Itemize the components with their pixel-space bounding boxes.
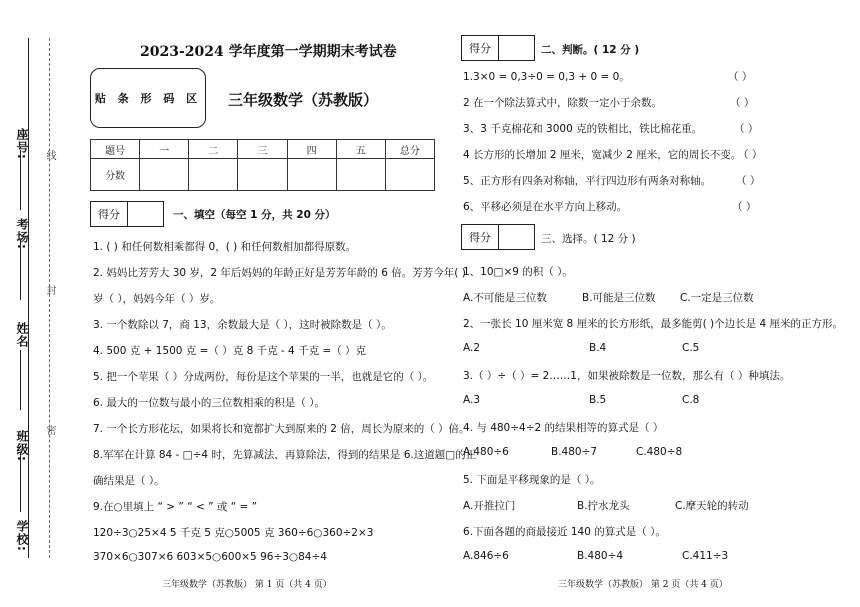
choice-option-4a[interactable]: A.480÷6 — [463, 446, 509, 458]
section2-score-box — [461, 35, 535, 61]
score-box-entry[interactable] — [128, 202, 163, 226]
choice-option-4c[interactable]: C.480÷8 — [636, 446, 683, 458]
exam-subtitle: 三年级数学（苏教版） — [228, 91, 379, 109]
exam-room-label: 考场: — [15, 218, 29, 250]
section1-title: 一、填空（每空 1 分，共 20 分） — [173, 209, 336, 221]
judge-answer-5[interactable]: （ ） — [736, 175, 761, 187]
page-1-footer: 三年级数学（苏教版） 第 1 页（共 4 页） — [162, 580, 332, 590]
judge-answer-2[interactable]: （ ） — [730, 97, 755, 109]
fill-question-8: 8.军军在计算 84 - □÷4 时，先算减法，再算除法，得到的结果是 6.这道题□的正 — [93, 449, 477, 461]
score-box-label: 得分 — [91, 202, 128, 226]
score-table-cell: 一 — [140, 140, 189, 159]
school-label: 学校: — [15, 520, 29, 552]
fill-question-5: 5. 把一个苹果（ ）分成两份，每份是这个苹果的一半，也就是它的（ ）。 — [93, 371, 434, 383]
fill-question-2-cont: 岁（ ），妈妈今年（ ）岁。 — [93, 293, 221, 305]
choice-question-1: 1、10□×9 的积（ ）。 — [463, 266, 573, 278]
compare-row-2: 370×6○307×6 603×5○600×5 96÷3○84÷4 — [93, 551, 327, 563]
score-table-header-row — [91, 140, 435, 159]
choice-question-2: 2、一张长 10 厘米宽 8 厘米的长方形纸，最多能剪( )个边长是 4 厘米的正方形。 — [463, 318, 843, 330]
score-entry-cell[interactable] — [189, 159, 238, 191]
seal-mark-line: 线 — [44, 150, 55, 160]
fill-question-9: 9.在○里填上 “ > ” “ < ” 或 “ = ” — [93, 501, 258, 513]
choice-option-6a[interactable]: A.846÷6 — [463, 550, 509, 562]
section2-title: 二、判断。( 12 分 ) — [541, 44, 640, 56]
fill-question-2: 2. 妈妈比芳芳大 30 岁，2 年后妈妈的年龄正好是芳芳年龄的 6 倍。芳芳今年( ) — [93, 267, 466, 279]
score-entry-cell[interactable] — [287, 159, 336, 191]
choice-option-3a[interactable]: A.3 — [463, 394, 481, 406]
score-table-cell: 三 — [238, 140, 287, 159]
score-table-cell: 分数 — [91, 159, 140, 191]
judge-question-5: 5、正方形有四条对称轴，平行四边形有两条对称轴。 — [463, 175, 712, 187]
fill-question-7: 7. 一个长方形花坛，如果将长和宽都扩大到原来的 2 倍，周长为原来的（ ）倍。 — [93, 423, 470, 435]
seal-mark-secret: 密 — [44, 425, 55, 435]
class-field[interactable] — [20, 452, 21, 512]
score-table-cell: 总分 — [385, 140, 434, 159]
score-table-cell: 四 — [287, 140, 336, 159]
score-box-entry[interactable] — [499, 225, 534, 249]
section3-score-box — [461, 224, 535, 250]
score-entry-cell[interactable] — [385, 159, 434, 191]
score-table-cell: 二 — [189, 140, 238, 159]
choice-question-3: 3.（ ）÷（ ）= 2……1，如果被除数是一位数，那么有（ ）种填法。 — [463, 370, 791, 382]
name-label: 姓名 — [15, 322, 29, 348]
choice-question-5: 5. 下面是平移现象的是（ ）。 — [463, 474, 601, 486]
seal-dashed-line — [49, 38, 50, 558]
name-field[interactable] — [20, 350, 21, 410]
class-label: 班级: — [15, 430, 29, 462]
judge-question-1: 1.3×0 = 0,3÷0 = 0,3 + 0 = 0。 — [463, 71, 630, 83]
score-box-label: 得分 — [462, 36, 499, 60]
judge-answer-6[interactable]: （ ） — [732, 201, 757, 213]
score-summary-table — [90, 139, 435, 191]
score-entry-cell[interactable] — [140, 159, 189, 191]
exam-room-field[interactable] — [20, 240, 21, 300]
judge-answer-3[interactable]: （ ） — [734, 123, 759, 135]
choice-question-4: 4. 与 480÷4÷2 的结果相等的算式是（ ） — [463, 422, 664, 434]
page-2-footer: 三年级数学（苏教版） 第 2 页（共 4 页） — [558, 580, 728, 590]
choice-option-2b[interactable]: B.4 — [589, 342, 607, 354]
judge-answer-4[interactable]: （ ） — [738, 149, 763, 161]
section1-score-box — [90, 201, 164, 227]
score-table-cell: 五 — [336, 140, 385, 159]
choice-option-3c[interactable]: C.8 — [682, 394, 700, 406]
seat-number-label: 座号: — [15, 128, 29, 160]
exam-title: 2023-2024 学年度第一学期期末考试卷 — [140, 44, 397, 60]
choice-option-1a[interactable]: A.不可能是三位数 — [463, 292, 547, 304]
score-table-score-row — [91, 159, 435, 191]
score-box-entry[interactable] — [499, 36, 534, 60]
choice-option-5b[interactable]: B.拧水龙头 — [577, 500, 630, 512]
binding-line — [28, 38, 29, 558]
fill-question-1: 1. ( ) 和任何数相乘都得 0，( ) 和任何数相加都得原数。 — [93, 241, 357, 253]
fill-question-6: 6. 最大的一位数与最小的三位数相乘的积是（ ）。 — [93, 397, 325, 409]
choice-option-2a[interactable]: A.2 — [463, 342, 481, 354]
judge-question-6: 6、平移必须是在水平方向上移动。 — [463, 201, 628, 213]
barcode-area — [90, 68, 206, 128]
choice-option-6b[interactable]: B.480÷4 — [577, 550, 624, 562]
choice-option-4b[interactable]: B.480÷7 — [551, 446, 598, 458]
choice-option-5c[interactable]: C.摩天轮的转动 — [675, 500, 749, 512]
judge-answer-1[interactable]: （ ） — [728, 71, 753, 83]
choice-option-6c[interactable]: C.411÷3 — [682, 550, 729, 562]
barcode-label: 贴 条 形 码 区 — [94, 92, 202, 105]
choice-option-3b[interactable]: B.5 — [589, 394, 607, 406]
choice-option-1b[interactable]: B.可能是三位数 — [582, 292, 656, 304]
judge-question-2: 2 在一个除法算式中，除数一定小于余数。 — [463, 97, 663, 109]
score-entry-cell[interactable] — [238, 159, 287, 191]
judge-question-3: 3、3 千克棉花和 3000 克的铁相比，铁比棉花重。 — [463, 123, 703, 135]
section3-title: 三、选择。( 12 分 ) — [541, 233, 636, 245]
fill-question-3: 3. 一个数除以 7，商 13，余数最大是（ ），这时被除数是（ ）。 — [93, 319, 392, 331]
choice-question-6: 6.下面各题的商最接近 140 的算式是（ ）。 — [463, 526, 666, 538]
choice-option-1c[interactable]: C.一定是三位数 — [680, 292, 754, 304]
fill-question-8-cont: 确结果是（ ）。 — [93, 475, 165, 487]
fill-question-4: 4. 500 克 + 1500 克 =（ ）克 8 千克 - 4 千克 =（ ）克 — [93, 345, 367, 357]
score-box-label: 得分 — [462, 225, 499, 249]
choice-option-2c[interactable]: C.5 — [682, 342, 700, 354]
compare-row-1: 120÷3○25×4 5 千克 5 克○5005 克 360÷6○360÷2×3 — [93, 527, 374, 539]
score-table-cell: 题号 — [91, 140, 140, 159]
score-entry-cell[interactable] — [336, 159, 385, 191]
judge-question-4: 4 长方形的长增加 2 厘米，宽减少 2 厘米，它的周长不变。 — [463, 149, 742, 161]
choice-option-5a[interactable]: A.开推拉门 — [463, 500, 516, 512]
seat-number-field[interactable] — [20, 150, 21, 210]
seal-mark-seal: 封 — [44, 285, 55, 295]
